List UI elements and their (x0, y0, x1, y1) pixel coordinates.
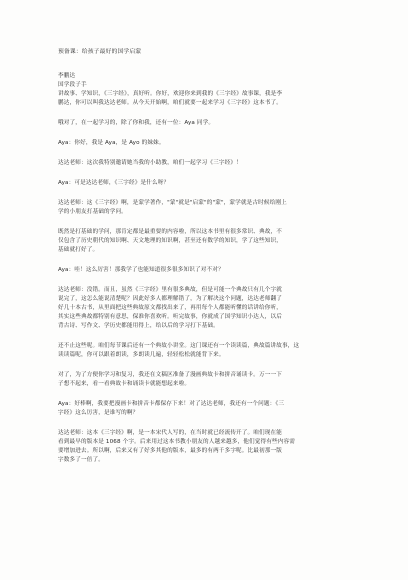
paragraph (58, 342, 364, 360)
paragraph-line: 仅包含了历史朝代的知识啊、天文地理的知识啊，甚至还有数学的知识，学了这些知识， (58, 238, 283, 244)
paragraph-line: 对了，为了方便你学习和复习，我还在文稿区准备了漫画典故卡和拼音诵读卡。万一一下 (58, 372, 283, 378)
paragraph-line: 读读篇呢，你可以跟着朗读，多朗读几遍，轻轻松松就能背下来。 (58, 352, 225, 358)
paragraph-line: 其实这些典故都特别有意思，保准你喜欢听。听完故事，你就成了国学知识小达人，以后 (58, 314, 283, 320)
paragraph (58, 90, 364, 108)
paragraph-line: 基础就打好了。 (58, 247, 99, 253)
paragraph-line: 字数多了一倍了。 (58, 457, 104, 463)
paragraph (58, 371, 364, 389)
paragraph-line: 还不止这些呢。咱们每节课后还有一个典故小讲堂。这门课还有一个读读篇，典故篇讲故事，这 (58, 343, 300, 349)
paragraph-line: 看到最早的版本是 1068 个字。后来用过这本书教小朋友的人越来越多，他们觉得有些内容需 (58, 439, 295, 445)
paragraph-line: 字经》这么厉害，是谁写的啊？ (58, 410, 139, 416)
paragraph (58, 228, 364, 255)
paragraph-line: 学的小朋友打基础的学问。 (58, 209, 127, 215)
paragraph (58, 400, 364, 418)
paragraph-line: 哦对了，在一起学习的，除了你和我，还有一位：Aya 同学。 (58, 120, 215, 126)
document-heading: 预备课：给孩子最好的国学启蒙 (58, 49, 142, 55)
paragraph (58, 199, 364, 217)
paragraph-line: 达达老师：没错。而且，虽然《三字经》里有很多典故，但是可能一个典故只有几个字就 (58, 287, 283, 293)
paragraph (58, 266, 364, 275)
author-name: 李鹏达 (58, 73, 76, 79)
paragraph-line: Aya：好棒啊，我要把漫画卡和拼音卡都保存下来！对了达达老师，我还有一个问题：《三 (58, 401, 285, 407)
paragraph-line: 好几十本古书，从里面把这些典故原文都找出来了，再用每个人都能听懂的话讲给你听， (58, 305, 283, 311)
paragraph-line: 既然是打基础的学问，那肯定都是最重要的内容啦，所以这本书里有很多常识、典故，不 (58, 229, 283, 235)
paragraph-line: 说完了，这怎么能说清楚呢？因此好多人都理解错了，为了解决这个问题，达达老师翻了 (58, 296, 283, 302)
paragraph (58, 119, 364, 128)
paragraph-line: 鹏达，你可以叫我达达老师。从今天开始啊，咱们就要一起来学习《三字经》这本书了。 (58, 100, 283, 106)
paragraph-line: 子想不起来，看一看典故卡和诵读卡就能想起来啦。 (58, 381, 191, 387)
paragraph (58, 179, 364, 188)
paragraph-line: 达达老师：这《三字经》啊，是蒙学著作，"蒙"就是"启蒙"的"蒙"，蒙学就是古时候给刚上 (58, 200, 287, 206)
paragraph-line: 达达老师：这本《三字经》啊，是一本宋代人写的，在当时就已经流传开了。咱们现在能 (58, 430, 283, 436)
paragraph (58, 429, 364, 465)
paragraph-line: Aya：可是达达老师，《三字经》是什么呀？ (58, 180, 170, 186)
paragraph-line: 达达老师：这次我特别邀请她当我的小助教，咱们一起学习《三字经》！ (58, 160, 242, 166)
paragraph-line: 背古诗、写作文、学历史都能用得上，给以后的学习打下基础。 (58, 323, 219, 329)
paragraph-line: 要增加进去。所以啊，后来又有了好多其他的版本，最多的有两千多字呢。比最初那一版 (58, 448, 283, 454)
paragraph-line: Aya：你好，我是 Aya，是 Ayo 的妹妹。 (58, 140, 165, 146)
paragraph (58, 159, 364, 168)
paragraph-line: 讲故事、学知识，《三字经》，真好听。你好，欢迎你来到我的《三字经》故事课，我是李 (58, 91, 283, 97)
author-role: 国学段子手 (58, 82, 87, 88)
paragraph-line: Aya：哇！这么厉害！那我学了也能知道很多很多知识了对不对？ (58, 267, 224, 273)
paragraph (58, 286, 364, 331)
paragraph (58, 139, 364, 148)
